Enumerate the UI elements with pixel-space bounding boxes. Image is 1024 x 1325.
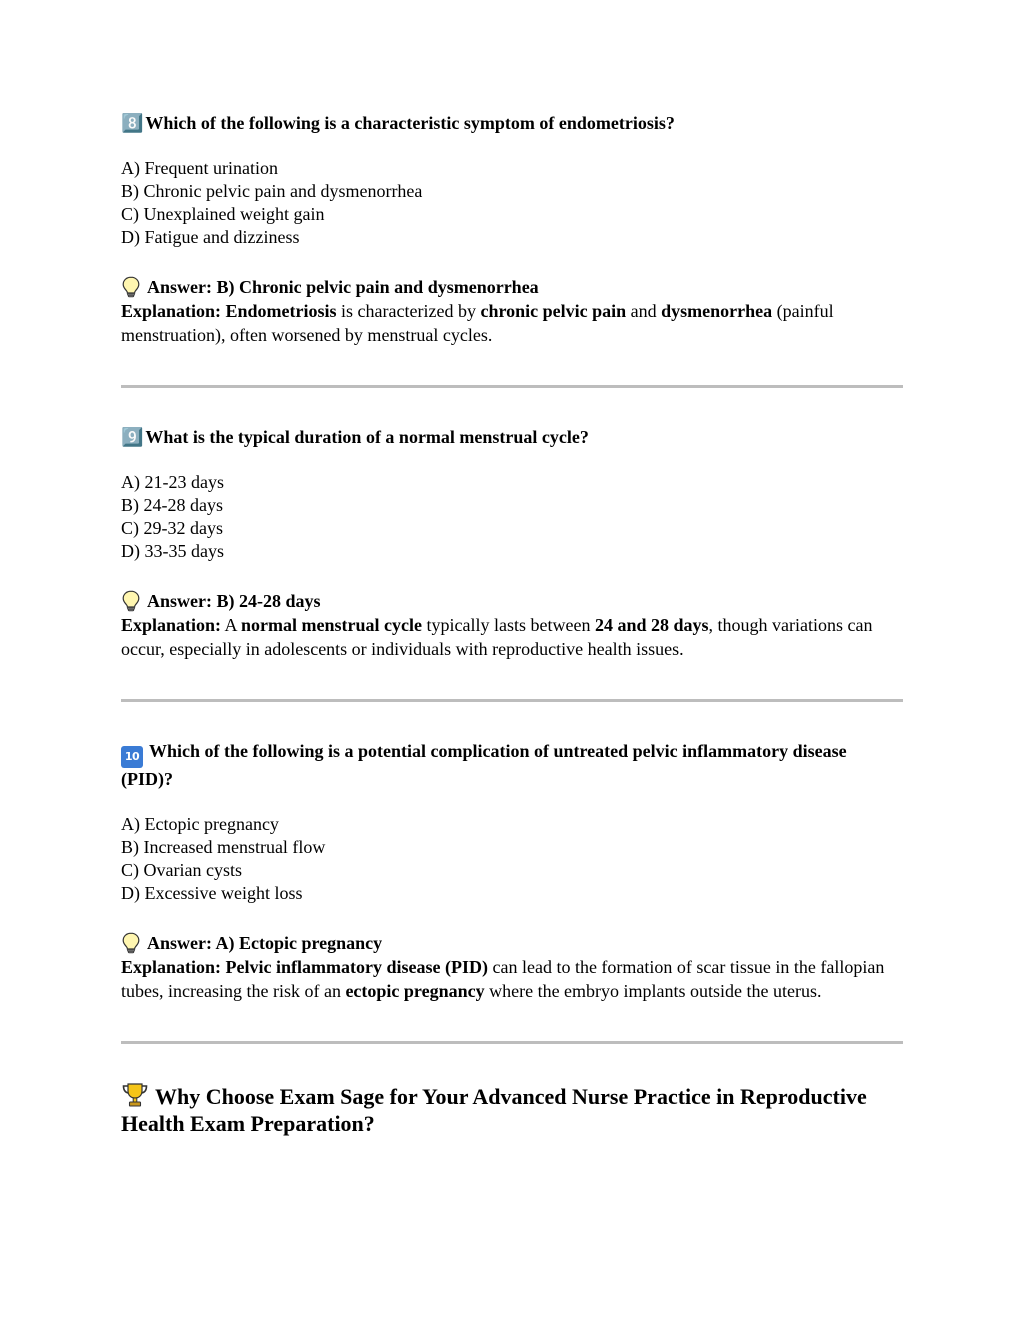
explanation-run: typically lasts between: [422, 615, 595, 635]
explanation-run: is characterized by: [336, 301, 481, 321]
explanation: [121, 299, 903, 347]
lightbulb-icon: [121, 590, 141, 612]
question-10: [121, 740, 903, 1003]
question-8: [121, 112, 903, 347]
explanation-run: where the embryo implants outside the uterus.: [484, 981, 822, 1001]
divider: [121, 699, 903, 702]
question-text: Which of the following is a characteristic symptom of endometriosis?: [145, 113, 675, 133]
explanation-text: [121, 957, 884, 1001]
option-b: B) Chronic pelvic pain and dysmenorrhea: [121, 181, 423, 201]
answer-line: [121, 275, 903, 299]
section-heading: [121, 1082, 903, 1137]
explanation-label: Explanation:: [121, 615, 222, 635]
option-d: D) Excessive weight loss: [121, 883, 303, 903]
lightbulb-icon: [121, 276, 141, 298]
option-d: D) 33-35 days: [121, 541, 224, 561]
explanation-bold-term: Endometriosis: [225, 301, 337, 321]
explanation: [121, 955, 903, 1003]
question-text: What is the typical duration of a normal menstrual cycle?: [145, 427, 589, 447]
divider: [121, 1041, 903, 1044]
explanation-bold-term: Pelvic inflammatory disease (PID): [225, 957, 488, 977]
explanation-run: A: [221, 615, 242, 635]
options-list: [121, 471, 903, 563]
explanation-label: Explanation:: [121, 301, 222, 321]
explanation-bold-term: ectopic pregnancy: [345, 981, 485, 1001]
section-heading-text: Why Choose Exam Sage for Your Advanced Nurse Practice in Reproductive Health Exam Preparation?: [121, 1084, 867, 1136]
option-a: A) 21-23 days: [121, 472, 224, 492]
question-title: [121, 426, 903, 449]
options-list: [121, 813, 903, 905]
explanation-text: [121, 301, 834, 345]
answer-block: [121, 275, 903, 347]
explanation-run: and: [626, 301, 662, 321]
answer-line: [121, 589, 903, 613]
option-a: A) Ectopic pregnancy: [121, 814, 279, 834]
answer-block: [121, 931, 903, 1003]
question-title: [121, 740, 903, 791]
option-c: C) 29-32 days: [121, 518, 223, 538]
question-text: Which of the following is a potential complication of untreated pelvic inflammatory disease (PID)?: [121, 741, 847, 789]
explanation-label: Explanation:: [121, 957, 222, 977]
explanation-bold-term: dysmenorrhea: [661, 301, 773, 321]
question-title: [121, 112, 903, 135]
explanation-run: , though variations can occur, especially in adolescents or individuals with reproductive health issues.: [121, 615, 873, 659]
lightbulb-icon: [121, 932, 141, 954]
answer-line: [121, 931, 903, 955]
explanation-bold-term: normal menstrual cycle: [241, 615, 423, 635]
document-page: [121, 112, 903, 1137]
explanation-run: (painful menstruation), often worsened by menstrual cycles.: [121, 301, 834, 345]
options-list: [121, 157, 903, 249]
question-9: [121, 426, 903, 661]
answer-text: Answer: B) 24-28 days: [147, 591, 321, 611]
question-number: 9️⃣: [121, 427, 144, 447]
explanation-text: [121, 615, 872, 659]
option-c: C) Unexplained weight gain: [121, 204, 325, 224]
explanation: [121, 613, 903, 661]
answer-text: Answer: B) Chronic pelvic pain and dysmenorrhea: [147, 277, 539, 297]
question-number-badge: 10: [121, 746, 143, 768]
option-b: B) 24-28 days: [121, 495, 223, 515]
option-a: A) Frequent urination: [121, 158, 278, 178]
answer-text: Answer: A) Ectopic pregnancy: [147, 933, 383, 953]
option-b: B) Increased menstrual flow: [121, 837, 326, 857]
explanation-bold-term: chronic pelvic pain: [480, 301, 627, 321]
explanation-bold-term: 24 and 28 days: [594, 615, 709, 635]
divider: [121, 385, 903, 388]
answer-block: [121, 589, 903, 661]
explanation-run: can lead to the formation of scar tissue in the fallopian tubes, increasing the risk of an: [121, 957, 885, 1001]
option-d: D) Fatigue and dizziness: [121, 227, 300, 247]
trophy-icon: [121, 1082, 149, 1108]
option-c: C) Ovarian cysts: [121, 860, 242, 880]
question-number: 8️⃣: [121, 113, 144, 133]
